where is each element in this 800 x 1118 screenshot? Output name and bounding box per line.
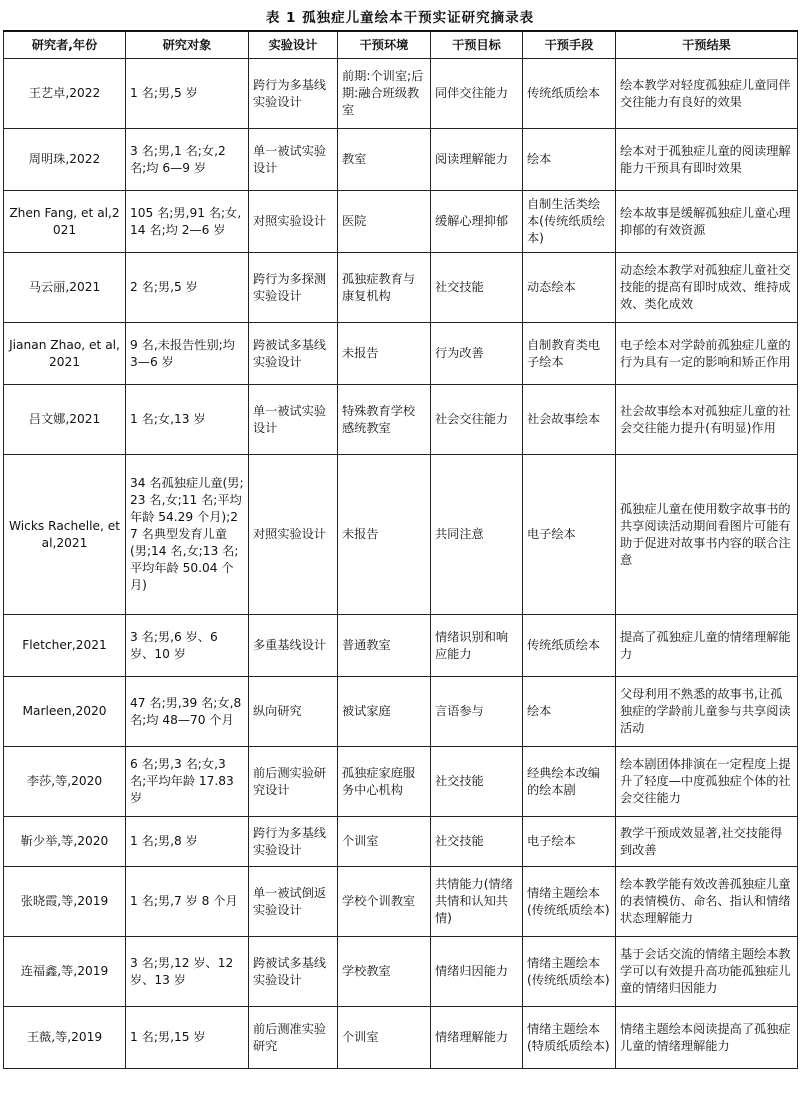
cell-environment: 孤独症教育与康复机构: [338, 253, 431, 323]
cell-design: 单一被试实验设计: [249, 385, 338, 455]
header-design: 实验设计: [249, 31, 338, 59]
cell-means: 电子绘本: [523, 455, 616, 615]
cell-design: 纵向研究: [249, 677, 338, 747]
cell-environment: 个训室: [338, 817, 431, 867]
cell-subjects: 3 名;男,6 岁、6 岁、10 岁: [126, 615, 249, 677]
cell-environment: 未报告: [338, 323, 431, 385]
cell-result: 绘本故事是缓解孤独症儿童心理抑郁的有效资源: [616, 191, 798, 253]
cell-environment: 特殊教育学校感统教室: [338, 385, 431, 455]
cell-researcher: Fletcher,2021: [4, 615, 126, 677]
table-body: [4, 59, 798, 1069]
cell-researcher: 周明珠,2022: [4, 129, 126, 191]
cell-researcher: 李莎,等,2020: [4, 747, 126, 817]
cell-means: 经典绘本改编的绘本剧: [523, 747, 616, 817]
cell-means: 自制教育类电子绘本: [523, 323, 616, 385]
cell-subjects: 6 名;男,3 名;女,3 名;平均年龄 17.83岁: [126, 747, 249, 817]
cell-design: 前后测实验研究设计: [249, 747, 338, 817]
header-subjects: 研究对象: [126, 31, 249, 59]
cell-result: 教学干预成效显著,社交技能得到改善: [616, 817, 798, 867]
cell-environment: 学校个训教室: [338, 867, 431, 937]
cell-target: 同伴交往能力: [431, 59, 523, 129]
cell-target: 言语参与: [431, 677, 523, 747]
table-caption: 表 1 孤独症儿童绘本干预实证研究摘录表: [265, 10, 535, 26]
cell-target: 情绪归因能力: [431, 937, 523, 1007]
cell-environment: 前期:个训室;后期:融合班级教室: [338, 59, 431, 129]
cell-result: 提高了孤独症儿童的情绪理解能力: [616, 615, 798, 677]
cell-researcher: 王艺卓,2022: [4, 59, 126, 129]
cell-design: 对照实验设计: [249, 191, 338, 253]
cell-result: 绘本对于孤独症儿童的阅读理解能力干预具有即时效果: [616, 129, 798, 191]
cell-environment: 孤独症家庭服务中心机构: [338, 747, 431, 817]
table-row: [4, 191, 798, 253]
header-means: 干预手段: [523, 31, 616, 59]
cell-result: 绘本教学对轻度孤独症儿童同伴交往能力有良好的效果: [616, 59, 798, 129]
table-row: [4, 747, 798, 817]
cell-researcher: 张晓霞,等,2019: [4, 867, 126, 937]
cell-design: 单一被试倒返实验设计: [249, 867, 338, 937]
cell-target: 社交技能: [431, 747, 523, 817]
cell-subjects: 1 名;男,7 岁 8 个月: [126, 867, 249, 937]
header-environment: 干预环境: [338, 31, 431, 59]
table-row: [4, 129, 798, 191]
cell-subjects: 3 名;男,1 名;女,2 名;均 6—9 岁: [126, 129, 249, 191]
header-result: 干预结果: [616, 31, 798, 59]
cell-means: 情绪主题绘本(特质纸质绘本): [523, 1007, 616, 1069]
cell-researcher: 靳少举,等,2020: [4, 817, 126, 867]
cell-result: 动态绘本教学对孤独症儿童社交技能的提高有即时成效、维持成效、类化成效: [616, 253, 798, 323]
cell-target: 阅读理解能力: [431, 129, 523, 191]
cell-target: 情绪理解能力: [431, 1007, 523, 1069]
cell-researcher: 王薇,等,2019: [4, 1007, 126, 1069]
cell-researcher: 吕文娜,2021: [4, 385, 126, 455]
table-row: [4, 385, 798, 455]
table-row: [4, 817, 798, 867]
cell-target: 社会交往能力: [431, 385, 523, 455]
cell-means: 电子绘本: [523, 817, 616, 867]
cell-design: 对照实验设计: [249, 455, 338, 615]
cell-means: 传统纸质绘本: [523, 59, 616, 129]
cell-means: 自制生活类绘本(传统纸质绘本): [523, 191, 616, 253]
header-row: [4, 31, 798, 59]
header-target: 干预目标: [431, 31, 523, 59]
cell-means: 传统纸质绘本: [523, 615, 616, 677]
table-row: [4, 937, 798, 1007]
cell-means: 情绪主题绘本(传统纸质绘本): [523, 867, 616, 937]
cell-means: 社会故事绘本: [523, 385, 616, 455]
cell-environment: 个训室: [338, 1007, 431, 1069]
cell-target: 情绪识别和响应能力: [431, 615, 523, 677]
table-row: [4, 615, 798, 677]
cell-environment: 普通教室: [338, 615, 431, 677]
cell-design: 前后测准实验研究: [249, 1007, 338, 1069]
cell-result: 情绪主题绘本阅读提高了孤独症儿童的情绪理解能力: [616, 1007, 798, 1069]
cell-researcher: Marleen,2020: [4, 677, 126, 747]
cell-means: 绘本: [523, 129, 616, 191]
cell-subjects: 1 名;男,8 岁: [126, 817, 249, 867]
cell-target: 社交技能: [431, 817, 523, 867]
cell-subjects: 1 名;女,13 岁: [126, 385, 249, 455]
cell-design: 跨被试多基线实验设计: [249, 937, 338, 1007]
cell-design: 跨行为多基线实验设计: [249, 59, 338, 129]
cell-design: 单一被试实验设计: [249, 129, 338, 191]
cell-result: 绘本剧团体排演在一定程度上提升了轻度—中度孤独症个体的社会交往能力: [616, 747, 798, 817]
table-row: [4, 1007, 798, 1069]
cell-environment: 未报告: [338, 455, 431, 615]
cell-subjects: 34 名孤独症儿童(男;23 名,女;11 名;平均年龄 54.29 个月);27 名典型发育儿童(男;14 名,女;13 名;平均年龄 50.04 个月): [126, 455, 249, 615]
cell-environment: 被试家庭: [338, 677, 431, 747]
table-row: [4, 677, 798, 747]
cell-result: 绘本教学能有效改善孤独症儿童的表情模仿、命名、指认和情绪状态理解能力: [616, 867, 798, 937]
cell-subjects: 3 名;男,12 岁、12 岁、13 岁: [126, 937, 249, 1007]
cell-means: 情绪主题绘本(传统纸质绘本): [523, 937, 616, 1007]
cell-subjects: 2 名;男,5 岁: [126, 253, 249, 323]
cell-result: 孤独症儿童在使用数字故事书的共享阅读活动期间看图片可能有助于促进对故事书内容的联合注意: [616, 455, 798, 615]
table-row: [4, 253, 798, 323]
table-row: [4, 455, 798, 615]
table-row: [4, 867, 798, 937]
table-row: [4, 323, 798, 385]
cell-subjects: 9 名,未报告性别;均 3—6 岁: [126, 323, 249, 385]
table-row: [4, 59, 798, 129]
cell-researcher: Wicks Rachelle, et al,2021: [4, 455, 126, 615]
cell-result: 父母利用不熟悉的故事书,让孤独症的学龄前儿童参与共享阅读活动: [616, 677, 798, 747]
cell-result: 基于会话交流的情绪主题绘本教学可以有效提升高功能孤独症儿童的情绪归因能力: [616, 937, 798, 1007]
header-researcher: 研究者,年份: [4, 31, 126, 59]
cell-subjects: 105 名;男,91 名;女,14 名;均 2—6 岁: [126, 191, 249, 253]
cell-result: 电子绘本对学龄前孤独症儿童的行为具有一定的影响和矫正作用: [616, 323, 798, 385]
cell-design: 跨行为多基线实验设计: [249, 817, 338, 867]
cell-researcher: 马云丽,2021: [4, 253, 126, 323]
cell-researcher: Zhen Fang, et al,2021: [4, 191, 126, 253]
study-table: [3, 30, 798, 1069]
cell-target: 共同注意: [431, 455, 523, 615]
cell-target: 缓解心理抑郁: [431, 191, 523, 253]
cell-means: 动态绘本: [523, 253, 616, 323]
cell-subjects: 1 名;男,15 岁: [126, 1007, 249, 1069]
cell-subjects: 1 名;男,5 岁: [126, 59, 249, 129]
cell-design: 跨行为多探测实验设计: [249, 253, 338, 323]
cell-researcher: 连福鑫,等,2019: [4, 937, 126, 1007]
cell-target: 社交技能: [431, 253, 523, 323]
cell-environment: 医院: [338, 191, 431, 253]
cell-design: 跨被试多基线实验设计: [249, 323, 338, 385]
cell-result: 社会故事绘本对孤独症儿童的社会交往能力提升(有明显)作用: [616, 385, 798, 455]
cell-researcher: Jianan Zhao, et al,2021: [4, 323, 126, 385]
cell-subjects: 47 名;男,39 名;女,8 名;均 48—70 个月: [126, 677, 249, 747]
cell-environment: 学校教室: [338, 937, 431, 1007]
cell-means: 绘本: [523, 677, 616, 747]
cell-design: 多重基线设计: [249, 615, 338, 677]
cell-target: 共情能力(情绪共情和认知共情): [431, 867, 523, 937]
cell-target: 行为改善: [431, 323, 523, 385]
cell-environment: 教室: [338, 129, 431, 191]
